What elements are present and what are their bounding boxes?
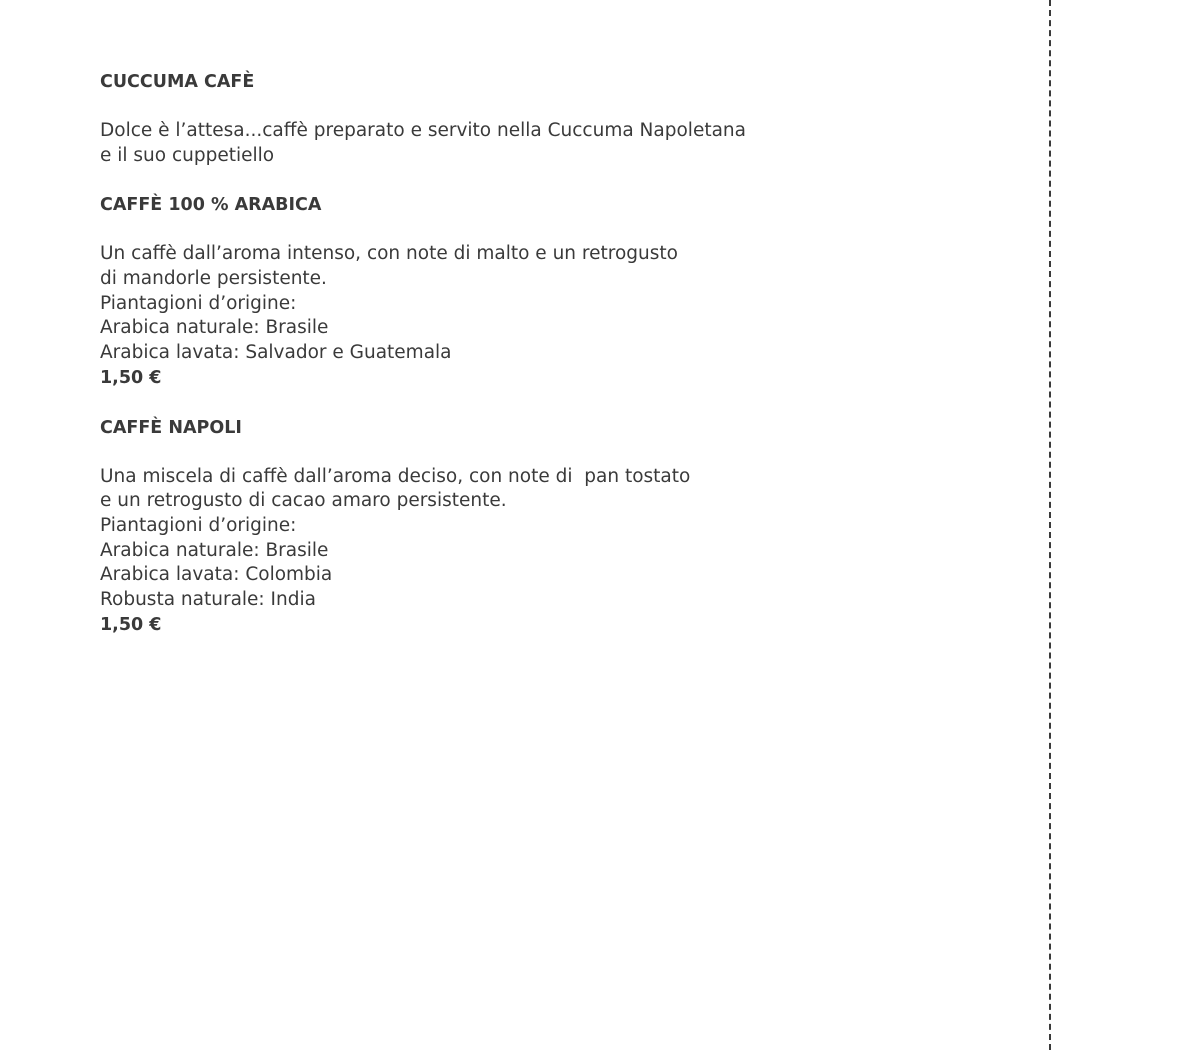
description-line: Robusta naturale: India	[100, 588, 316, 610]
menu-item-description	[100, 242, 1000, 365]
menu-item-napoli	[100, 416, 1000, 638]
menu-intro	[100, 119, 1000, 168]
description-line: di mandorle persistente.	[100, 268, 327, 290]
menu-item-name: CAFFÈ 100 % ARABICA	[100, 195, 322, 216]
menu-title: CUCCUMA CAFÈ	[100, 72, 255, 92]
description-line: Arabica lavata: Salvador e Guatemala	[100, 342, 452, 364]
description-line: Piantagioni d’origine:	[100, 514, 297, 536]
description-line: Arabica lavata: Colombia	[100, 564, 333, 586]
intro-line: e il suo cuppetiello	[100, 144, 275, 166]
menu-item-name: CAFFÈ NAPOLI	[100, 417, 242, 438]
cut-line-divider	[1049, 0, 1051, 1050]
menu-header	[100, 70, 1000, 168]
menu-item-price: 1,50 €	[100, 367, 162, 388]
description-line: Arabica naturale: Brasile	[100, 539, 329, 561]
menu-item-arabica	[100, 193, 1000, 390]
menu-page	[100, 70, 1000, 662]
description-line: Arabica naturale: Brasile	[100, 317, 329, 339]
description-line: Una miscela di caffè dall’aroma deciso, con note di pan tostato	[100, 465, 691, 487]
menu-item-price: 1,50 €	[100, 614, 162, 635]
intro-line: Dolce è l’attesa...caffè preparato e servito nella Cuccuma Napoletana	[100, 120, 746, 141]
description-line: e un retrogusto di cacao amaro persistente.	[100, 490, 507, 512]
description-line: Un caffè dall’aroma intenso, con note di malto e un retrogusto	[100, 243, 678, 265]
menu-item-description	[100, 465, 1000, 613]
description-line: Piantagioni d’origine:	[100, 292, 297, 314]
